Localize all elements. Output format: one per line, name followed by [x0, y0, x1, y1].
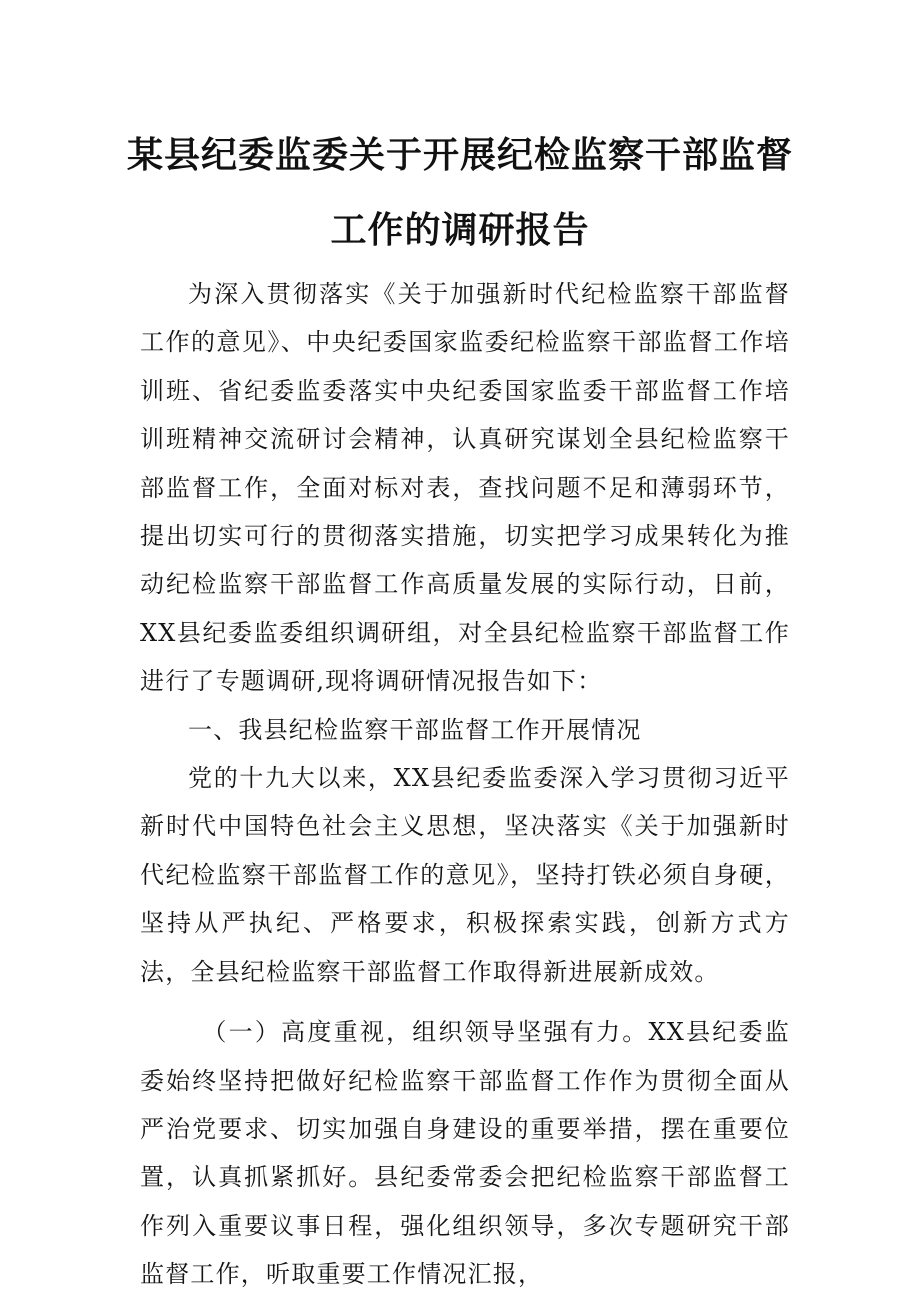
section-1-heading: 一、我县纪检监察干部监督工作开展情况: [188, 715, 642, 744]
document-title-line-1: 某县纪委监委关于开展纪检监察干部监督: [126, 135, 793, 176]
document-title-line-2: 工作的调研报告: [330, 210, 590, 251]
section-1-paragraph: 党的十九大以来，XX县纪委监委深入学习贯彻习近平新时代中国特色社会主义思想，坚决落实《关于加强新时代纪检监察干部监督工作的意见》，坚持打铁必须自身硬，坚持从严执纪、严格要求，积极探索实践，创新方式方法，全县纪检监察干部监督工作取得新进展新成效。: [140, 764, 790, 986]
document-body: [140, 270, 790, 1299]
subsection-1-paragraph: （一）高度重视，组织领导坚强有力。XX县纪委监委始终坚持把做好纪检监察干部监督工作作为贯彻全面从严治党要求、切实加强自身建设的重要举措，摆在重要位置，认真抓紧抓好。县纪委常委会把纪检监察干部监督工作列入重要议事日程，强化组织领导，多次专题研究干部监督工作，听取重要工作情况汇报，: [140, 1018, 790, 1289]
intro-paragraph: 为深入贯彻落实《关于加强新时代纪检监察干部监督工作的意见》、中央纪委国家监委纪检监察干部监督工作培训班、省纪委监委落实中央纪委国家监委干部监督工作培训班精神交流研讨会精神，认真研究谋划全县纪检监察干部监督工作，全面对标对表，查找问题不足和薄弱环节，提出切实可行的贯彻落实措施，切实把学习成果转化为推动纪检监察干部监督工作高质量发展的实际行动，日前，XX县纪委监委组织调研组，对全县纪检监察干部监督工作进行了专题调研,现将调研情况报告如下：: [140, 280, 790, 696]
